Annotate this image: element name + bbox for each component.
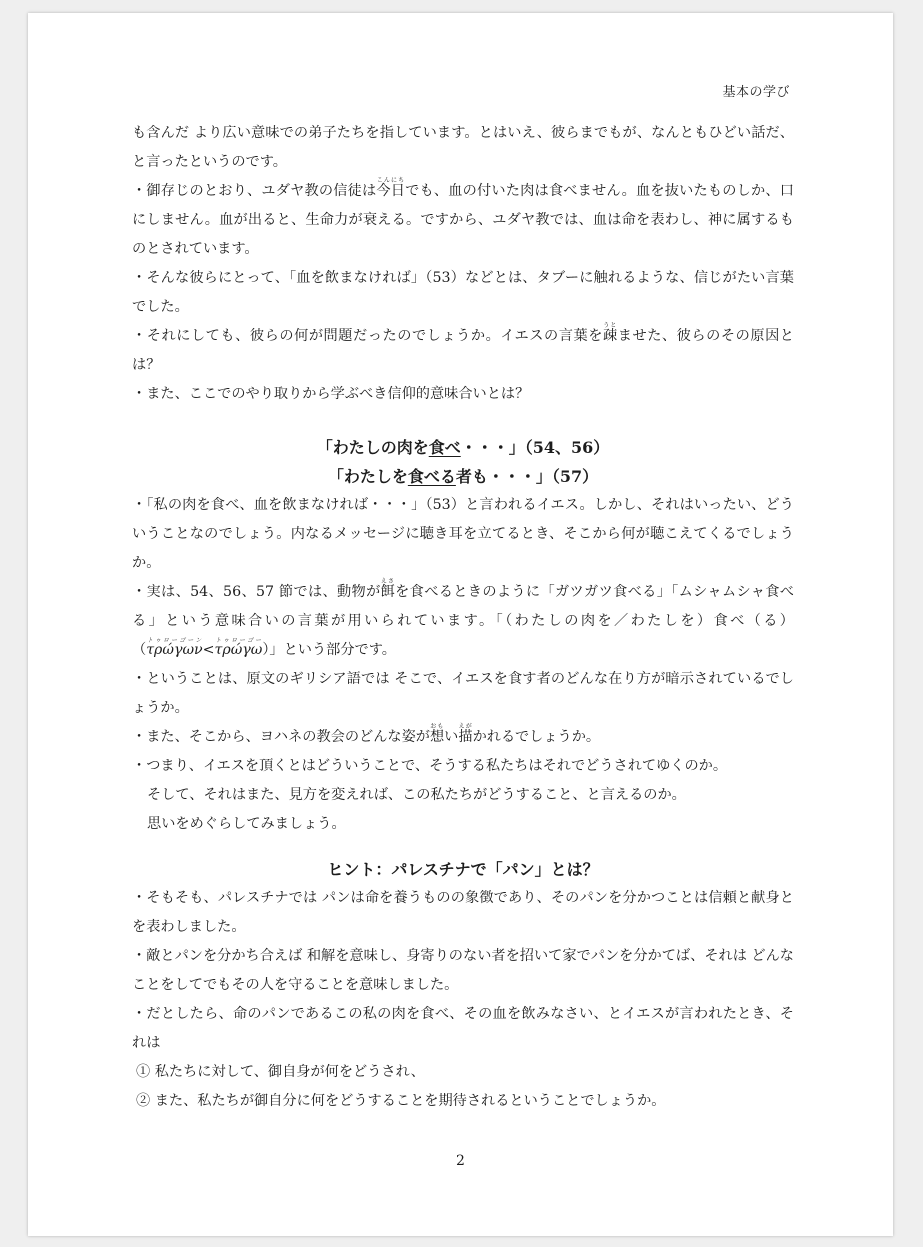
- paragraph: ・つまり、イエスを頂くとはどういうことで、そうする私たちはそれでどうされてゆくのか。: [132, 758, 728, 774]
- furigana: 今日こんにち: [376, 177, 406, 199]
- paragraph: ・実は、54、56、57 節では、動物が餌えさを食べるときのように「ガツガツ食べる」「ムシャムシャ食べる」という意味合いの言葉が用いられています。「（わたしの肉を／わたしを）食べ（る）（τρώγωνトゥローゴーン<τρώγωトゥローゴー）」という部分です。: [132, 578, 794, 658]
- paragraph: 思いをめぐらしてみましょう。: [147, 816, 346, 832]
- paragraph: ・それにしても、彼らの何が問題だったのでしょうか。イエスの言葉を疎うとませた、彼らのその原因とは？: [132, 322, 794, 373]
- greek-word: τρώγωνトゥローゴーン: [146, 637, 203, 658]
- paragraph: ・だとしたら、命のパンであるこの私の肉を食べ、その血を飲みなさい、とイエスが言われたとき、それは: [132, 1006, 794, 1051]
- page-number: 2: [456, 1153, 465, 1169]
- paragraph: ・御存じのとおり、ユダヤ教の信徒は今日こんにちでも、血の付いた肉は食べません。血を抜いたものしか、口にしません。血が出ると、生命力が衰える。ですから、ユダヤ教では、血は命を表わし、神に属するものとされています。: [132, 177, 794, 257]
- furigana: 餌えさ: [380, 578, 396, 600]
- paragraph: ・ということは、原文のギリシア語では そこで、イエスを食す者のどんな在り方が暗示されているでしょうか。: [132, 671, 794, 716]
- page-body: [132, 119, 794, 1116]
- furigana: 想おも: [429, 723, 445, 745]
- paragraph: ・また、ここでのやり取りから学ぶべき信仰的意味合いとは？: [132, 386, 530, 402]
- paragraph: ・「私の肉を食べ、血を飲まなければ・・・」（53）と言われるイエス。しかし、それはいったい、どういうことなのでしょう。内なるメッセージに聴き耳を立てるとき、そこから何が聴こえてくるでしょうか。: [132, 497, 794, 571]
- numbered-item: ② また、私たちが御自分に何をどうすることを期待されるということでしょうか。: [136, 1093, 666, 1109]
- section-heading: 「わたしの肉を食べ・・・」（54、56）: [316, 438, 610, 457]
- paragraph: も含んだ より広い意味での弟子たちを指しています。とはいえ、彼らまでもが、なんともひどい話だ、と言ったというのです。: [132, 125, 794, 170]
- document-page: [28, 13, 893, 1236]
- running-header: 基本の学び: [722, 85, 790, 100]
- hint-heading: ヒント：パレスチナで「パン」とは？: [327, 860, 599, 879]
- paragraph: ・そもそも、パレスチナでは パンは命を養うものの象徴であり、そのパンを分かつことは信頼と献身とを表わしました。: [132, 890, 794, 935]
- paragraph: そして、それはまた、見方を変えれば、この私たちがどうすること、と言えるのか。: [147, 787, 686, 803]
- section-heading: 「わたしを食べる者も・・・」（57）: [327, 467, 599, 486]
- paragraph: ・そんな彼らにとって、「血を飲まなければ」（53）などとは、タブーに触れるような、信じがたい言葉でした。: [132, 270, 794, 315]
- greek-word: τρώγωトゥローゴー: [214, 637, 263, 658]
- furigana: 描えが: [458, 723, 473, 745]
- furigana: 疎うと: [602, 322, 618, 344]
- paragraph: ・また、そこから、ヨハネの教会のどんな姿が想おもい描えがかれるでしょうか。: [132, 723, 601, 745]
- paragraph: ・敵とパンを分かち合えば 和解を意味し、身寄りのない者を招いて家でパンを分かてば、それは どんなことをしてでもその人を守ることを意味しました。: [132, 948, 794, 993]
- numbered-item: ① 私たちに対して、御自身が何をどうされ、: [136, 1064, 425, 1080]
